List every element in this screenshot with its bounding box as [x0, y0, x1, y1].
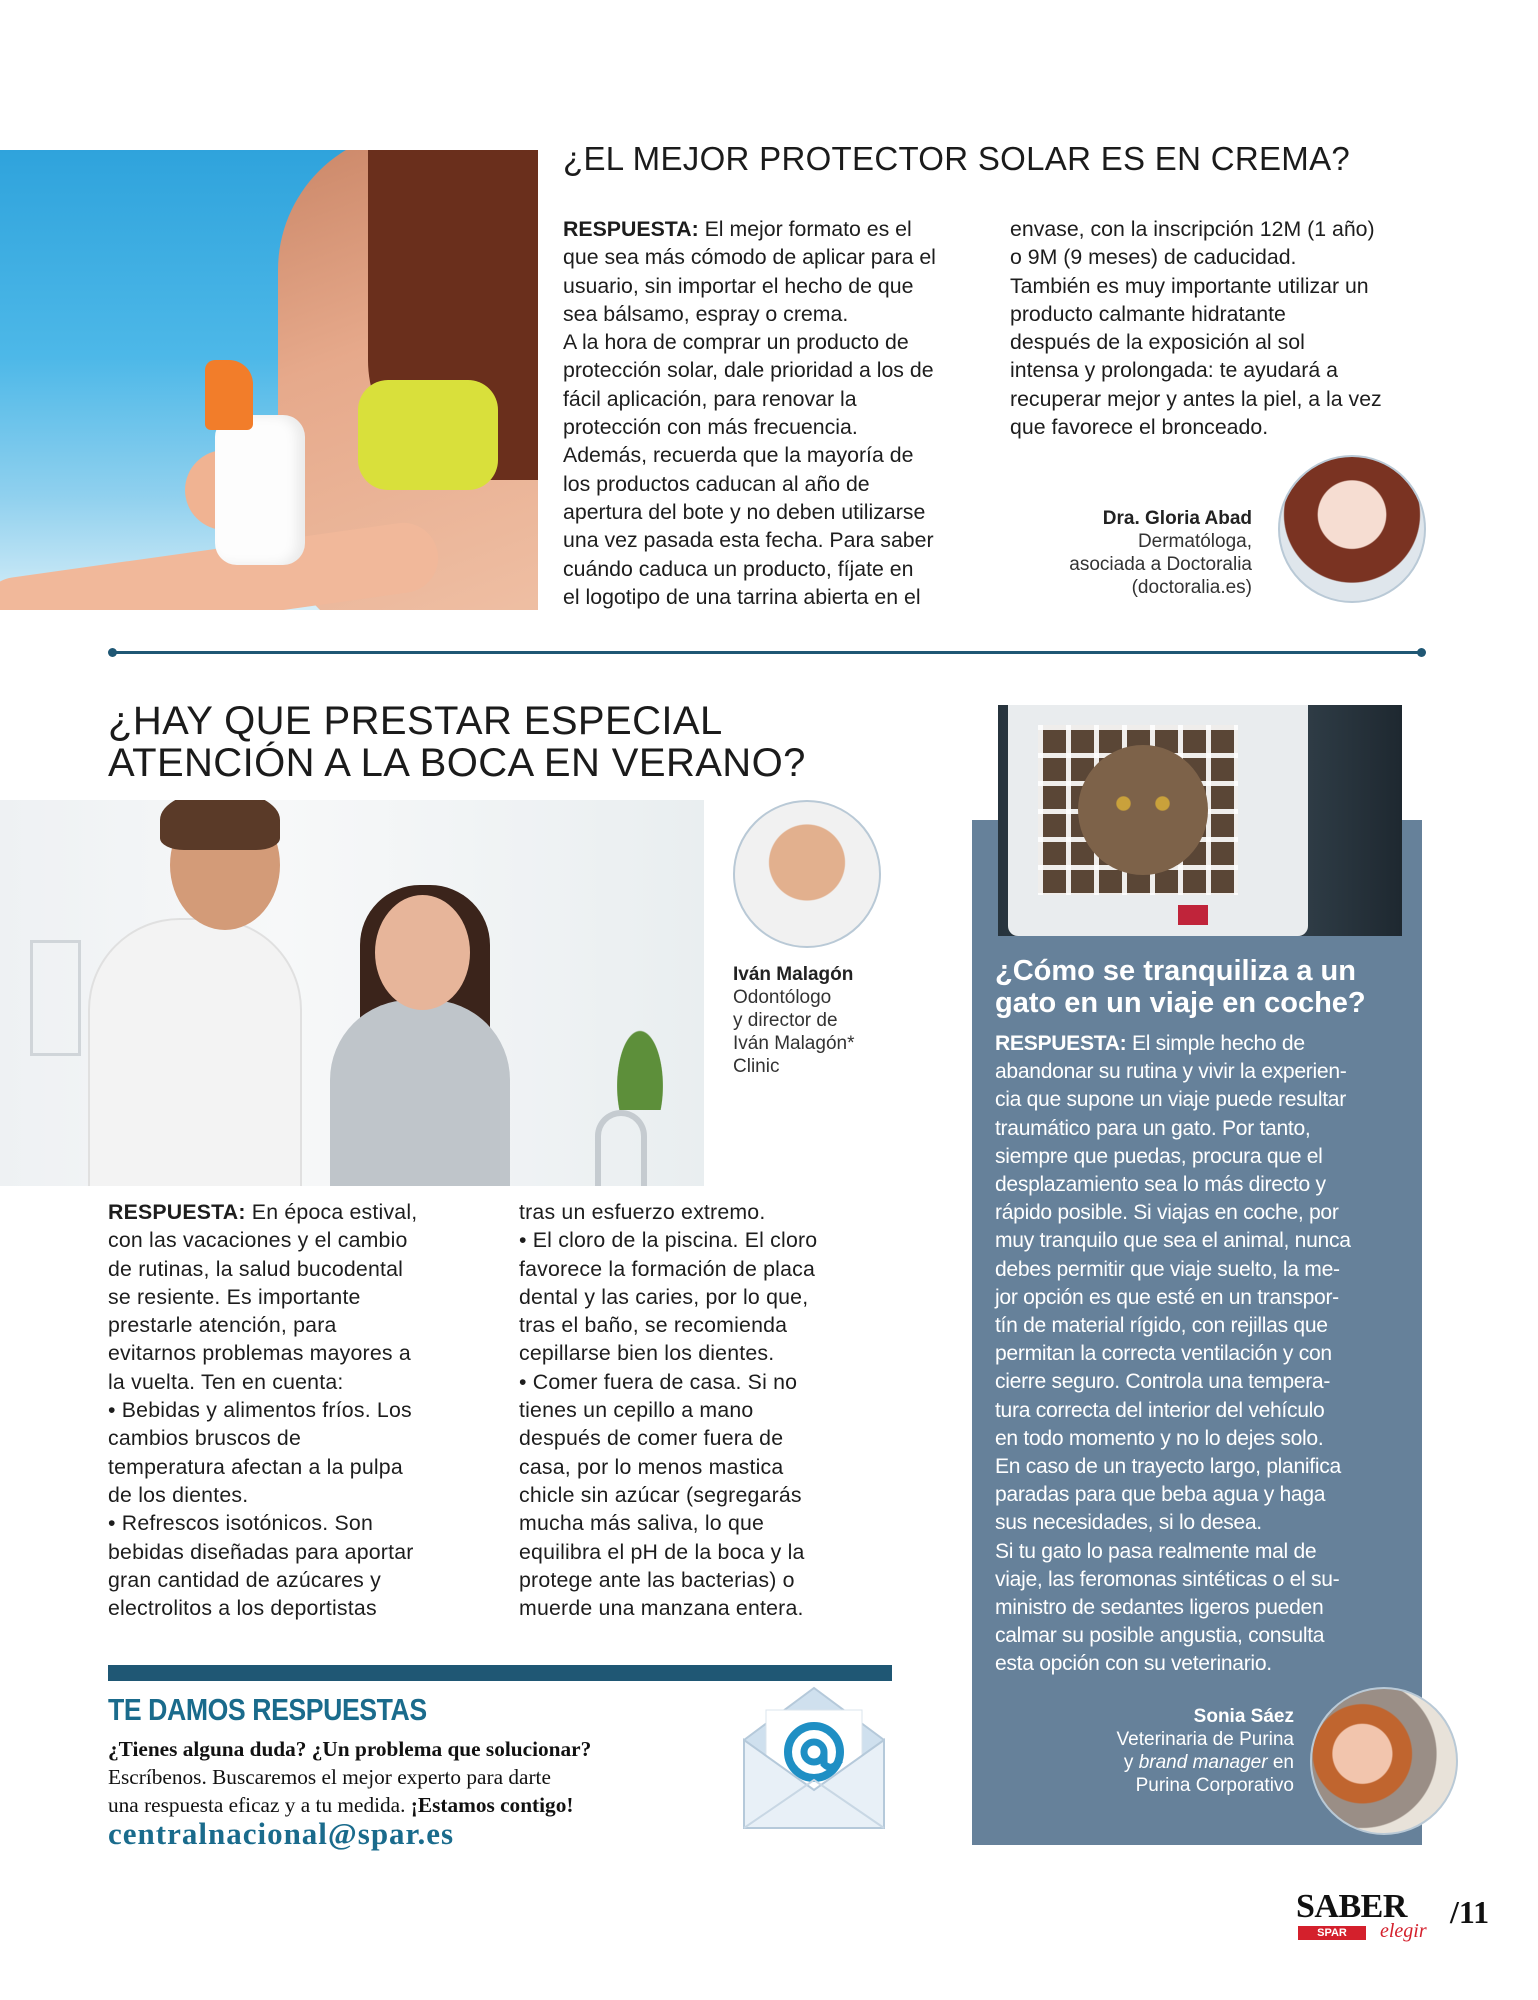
article2-line: cambios bruscos de [108, 1426, 301, 1451]
article2-line: gran cantidad de azúcares y [108, 1567, 381, 1592]
expert-gloria-abad [1000, 507, 1252, 599]
article3-body [995, 1030, 1415, 1679]
expert-role: Purina Corporativo [1135, 1775, 1294, 1796]
article3-line: Si tu gato lo pasa realmente mal de [995, 1539, 1317, 1563]
page-number: /11 [1450, 1894, 1490, 1930]
article2-line: • El cloro de la piscina. El cloro [519, 1228, 818, 1253]
article3-line: desplazamiento sea lo más directo y [995, 1173, 1326, 1197]
contact-line: Escríbenos. Buscaremos el mejor experto para darte [108, 1765, 551, 1789]
expert-role: asociada a Doctoralia [1069, 554, 1252, 575]
expert-avatar-ivan [733, 800, 881, 948]
article2-line: mucha más saliva, lo que [519, 1511, 765, 1536]
article1-line: intensa y prolongada: te ayudará a [1010, 358, 1338, 383]
article1-line: usuario, sin importar el hecho de que [563, 273, 914, 298]
article2-line: • Bebidas y alimentos fríos. Los [108, 1398, 412, 1423]
article2-column-2 [519, 1198, 909, 1622]
expert-role: Clinic [733, 1056, 780, 1077]
contact-title: TE DAMOS RESPUESTAS [108, 1692, 427, 1727]
article1-line: que sea más cómodo de aplicar para el [563, 245, 936, 270]
article2-line: electrolitos a los deportistas [108, 1596, 377, 1621]
article1-line: protección con más frecuencia. [563, 415, 858, 440]
article3-line: esta opción con su veterinario. [995, 1652, 1272, 1676]
article2-line: muerde una manzana entera. [519, 1596, 804, 1621]
answer-label: RESPUESTA: [995, 1032, 1127, 1055]
expert-avatar-sonia [1310, 1687, 1458, 1835]
article2-line: de rutinas, la salud bucodental [108, 1256, 404, 1281]
article3-line: tín de material rígido, con rejillas que [995, 1314, 1328, 1338]
article3-title: ¿Cómo se tranquiliza a un gato en un viaje en coche? [995, 955, 1366, 1019]
article2-line: favorece la formación de placa [519, 1256, 816, 1281]
expert-name: Iván Malagón [733, 964, 854, 985]
article2-line: RESPUESTA: En época estival, [108, 1200, 418, 1224]
article3-line: permitan la correcta ventilación y con [995, 1342, 1332, 1366]
article3-line: en todo momento y no lo dejes solo. [995, 1426, 1324, 1450]
article3-line: RESPUESTA: El simple hecho de [995, 1032, 1305, 1055]
expert-sonia-saez [1040, 1705, 1294, 1797]
article1-line: después de la exposición al sol [1010, 330, 1305, 355]
article3-line: rápido posible. Si viajas en coche, por [995, 1201, 1339, 1225]
article1-line: envase, con la inscripción 12M (1 año) [1010, 217, 1375, 241]
article1-line: el logotipo de una tarrina abierta en el [563, 584, 921, 609]
article2-line: después de comer fuera de [519, 1426, 784, 1451]
article1-line: Además, recuerda que la mayoría de [563, 443, 914, 468]
article2-line: cepillarse bien los dientes. [519, 1341, 775, 1366]
expert-role: Odontólogo [733, 987, 832, 1008]
article3-line: traumático para un gato. Por tanto, [995, 1116, 1311, 1140]
article1-column-1 [563, 215, 993, 611]
contact-email-link[interactable]: centralnacional@spar.es [108, 1816, 455, 1851]
contact-top-bar [108, 1665, 892, 1681]
article1-column-2 [1010, 215, 1430, 441]
article3-line: sus necesidades, si lo desea. [995, 1511, 1262, 1535]
expert-role: Veterinaria de Purina [1116, 1729, 1294, 1750]
email-envelope-icon [736, 1680, 892, 1836]
contact-question: ¿Tienes alguna duda? ¿Un problema que solucionar? [108, 1737, 592, 1761]
article1-line: que favorece el bronceado. [1010, 415, 1269, 440]
expert-ivan-malagon [733, 963, 854, 1078]
expert-avatar-gloria [1278, 455, 1426, 603]
article1-title: ¿EL MEJOR PROTECTOR SOLAR ES EN CREMA? [563, 140, 1351, 177]
article2-line: equilibra el pH de la boca y la [519, 1539, 805, 1564]
article1-line: sea bálsamo, espray o crema. [563, 301, 849, 326]
article2-line: casa, por lo menos mastica [519, 1454, 784, 1479]
article3-line: siempre que puedas, procura que el [995, 1144, 1323, 1168]
article1-line: protección solar, dale prioridad a los de [563, 358, 934, 383]
article3-line: tura correcta del interior del vehículo [995, 1398, 1325, 1422]
article2-line: prestarle atención, para [108, 1313, 337, 1338]
article2-line: • Refrescos isotónicos. Son [108, 1511, 373, 1536]
article1-line: o 9M (9 meses) de caducidad. [1010, 245, 1297, 270]
expert-role: y director de [733, 1010, 838, 1031]
article1-line: fácil aplicación, para renovar la [563, 386, 857, 411]
toothbrushing-photo [0, 800, 704, 1186]
article3-line: cierre seguro. Controla una tempera- [995, 1370, 1331, 1394]
article2-line: chicle sin azúcar (segregarás [519, 1482, 802, 1507]
article2-line: tras el baño, se recomienda [519, 1313, 788, 1338]
article2-line: con las vacaciones y el cambio [108, 1228, 408, 1253]
article2-column-1 [108, 1198, 508, 1622]
article2-line: • Comer fuera de casa. Si no [519, 1369, 798, 1394]
expert-role: y brand manager en [1123, 1752, 1294, 1773]
expert-name: Sonia Sáez [1193, 1706, 1294, 1727]
contact-line: una respuesta eficaz y a tu medida. ¡Estamos contigo! [108, 1793, 574, 1817]
article2-line: la vuelta. Ten en cuenta: [108, 1369, 344, 1394]
article2-line: temperatura afectan a la pulpa [108, 1454, 403, 1479]
cat-carrier-photo [998, 705, 1402, 936]
expert-role: Dermatóloga, [1137, 531, 1252, 552]
article3-line: calmar su posible angustia, consulta [995, 1624, 1325, 1648]
expert-role: Iván Malagón* [733, 1033, 855, 1054]
article1-line: una vez pasada esta fecha. Para saber [563, 528, 934, 553]
article3-line: En caso de un trayecto largo, planifica [995, 1455, 1341, 1479]
article1-line: producto calmante hidratante [1010, 301, 1286, 326]
expert-role: (doctoralia.es) [1131, 577, 1252, 598]
article3-line: jor opción es que esté en un transpor- [995, 1285, 1339, 1309]
article3-line: muy tranquilo que sea el animal, nunca [995, 1229, 1351, 1253]
article1-line: apertura del bote y no deben utilizarse [563, 499, 926, 524]
article1-line: A la hora de comprar un producto de [563, 330, 909, 355]
article2-line: se resiente. Es importante [108, 1284, 361, 1309]
article3-line: viaje, las feromonas sintéticas o el su- [995, 1567, 1340, 1591]
article3-line: paradas para que beba agua y haga [995, 1483, 1326, 1507]
article2-line: tienes un cepillo a mano [519, 1398, 754, 1423]
sunscreen-photo [0, 150, 538, 610]
article2-line: dental y las caries, por lo que, [519, 1284, 809, 1309]
article2-line: bebidas diseñadas para aportar [108, 1539, 414, 1564]
article1-line: RESPUESTA: El mejor formato es el [563, 217, 912, 241]
article2-line: de los dientes. [108, 1482, 249, 1507]
article2-line: tras un esfuerzo extremo. [519, 1200, 766, 1224]
saber-elegir-logo: SABER SPAR elegir [1296, 1888, 1427, 1942]
article2-title: ¿HAY QUE PRESTAR ESPECIAL ATENCIÓN A LA BOCA EN VERANO? [108, 699, 806, 785]
section-divider [112, 651, 1422, 654]
article3-line: debes permitir que viaje suelto, la me- [995, 1257, 1340, 1281]
article3-line: ministro de sedantes ligeros pueden [995, 1596, 1324, 1620]
article1-line: También es muy importante utilizar un [1010, 273, 1369, 298]
contact-text [108, 1735, 708, 1819]
answer-label: RESPUESTA: [563, 217, 699, 241]
article2-line: evitarnos problemas mayores a [108, 1341, 411, 1366]
article1-line: cuándo caduca un producto, fíjate en [563, 556, 914, 581]
article3-line: cia que supone un viaje puede resultar [995, 1088, 1346, 1112]
article1-line: los productos caducan al año de [563, 471, 870, 496]
article3-line: abandonar su rutina y vivir la experien- [995, 1060, 1347, 1084]
article2-line: protege ante las bacterias) o [519, 1567, 795, 1592]
article1-line: recuperar mejor y antes la piel, a la vez [1010, 386, 1382, 411]
expert-name: Dra. Gloria Abad [1102, 508, 1252, 529]
answer-label: RESPUESTA: [108, 1200, 246, 1224]
